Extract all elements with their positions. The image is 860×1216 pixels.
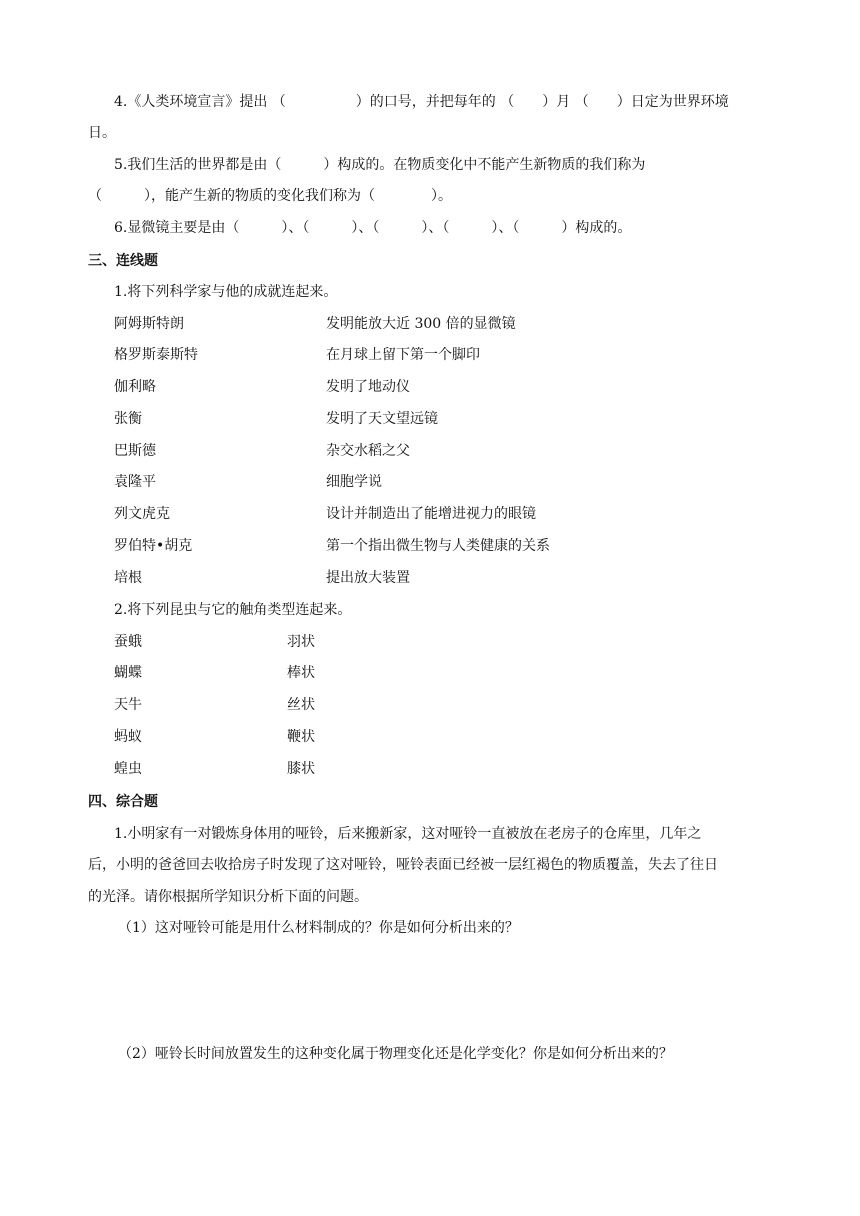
- achievement-item: 第一个指出微生物与人类健康的关系: [326, 538, 550, 554]
- scientist-item: 伽利略: [114, 379, 156, 395]
- insect-item: 蚕蛾: [114, 634, 142, 650]
- scientist-item: 罗伯特•胡克: [114, 538, 193, 554]
- q4-line-1: 4.《人类环境宣言》提出 （ ）的口号，并把每年的 （ ）月 （ ）日定为世界环境: [114, 94, 729, 110]
- s4-sub-question-1: （1）这对哑铃可能是用什么材料制成的？你是如何分析出来的？: [118, 920, 519, 936]
- s4-sub-question-2: （2）哑铃长时间放置发生的这种变化属于物理变化还是化学变化？你是如何分析出来的？: [118, 1046, 673, 1062]
- scientist-item: 巴斯德: [114, 443, 156, 459]
- antenna-item: 鞭状: [287, 729, 315, 745]
- s4-q1-line-2: 后，小明的爸爸回去收拾房子时发现了这对哑铃，哑铃表面已经被一层红褐色的物质覆盖，失去了往日: [88, 857, 718, 873]
- s4-q1-line-1: 1.小明家有一对锻炼身体用的哑铃，后来搬新家，这对哑铃一直被放在老房子的仓库里，几年之: [114, 826, 702, 842]
- q5-line-2: （ ），能产生新的物质的变化我们称为（ ）。: [88, 188, 452, 204]
- achievement-item: 发明了天文望远镜: [326, 411, 438, 427]
- antenna-item: 丝状: [287, 697, 315, 713]
- section-3-heading: 三、连线题: [88, 253, 158, 269]
- scientist-item: 张衡: [114, 411, 142, 427]
- s3-q2-prompt: 2.将下列昆虫与它的触角类型连起来。: [114, 602, 352, 618]
- antenna-item: 羽状: [287, 634, 315, 650]
- scientist-item: 培根: [114, 570, 142, 586]
- antenna-item: 棒状: [287, 665, 315, 681]
- scientist-item: 袁隆平: [114, 474, 156, 490]
- q6-line-1: 6.显微镜主要是由（ ）、（ ）、（ ）、（ ）、（ ）构成的。: [114, 220, 632, 236]
- s3-q1-prompt: 1.将下列科学家与他的成就连起来。: [114, 284, 338, 300]
- scientist-item: 阿姆斯特朗: [114, 316, 184, 332]
- s4-q1-line-3: 的光泽。请你根据所学知识分析下面的问题。: [88, 889, 368, 905]
- scientist-item: 列文虎克: [114, 506, 170, 522]
- q5-line-1: 5.我们生活的世界都是由（ ）构成的。在物质变化中不能产生新物质的我们称为: [114, 157, 646, 173]
- achievement-item: 在月球上留下第一个脚印: [326, 347, 480, 363]
- antenna-item: 膝状: [287, 761, 315, 777]
- achievement-item: 提出放大装置: [326, 570, 410, 586]
- insect-item: 天牛: [114, 697, 142, 713]
- q4-line-2: 日。: [88, 125, 116, 141]
- achievement-item: 细胞学说: [326, 474, 382, 490]
- section-4-heading: 四、综合题: [88, 794, 158, 810]
- insect-item: 蝴蝶: [114, 665, 142, 681]
- scientist-item: 格罗斯泰斯特: [114, 347, 198, 363]
- achievement-item: 发明了地动仪: [326, 379, 410, 395]
- insect-item: 蝗虫: [114, 761, 142, 777]
- achievement-item: 杂交水稻之父: [326, 443, 410, 459]
- achievement-item: 设计并制造出了能增进视力的眼镜: [326, 506, 536, 522]
- achievement-item: 发明能放大近 300 倍的显微镜: [326, 316, 516, 332]
- insect-item: 蚂蚁: [114, 729, 142, 745]
